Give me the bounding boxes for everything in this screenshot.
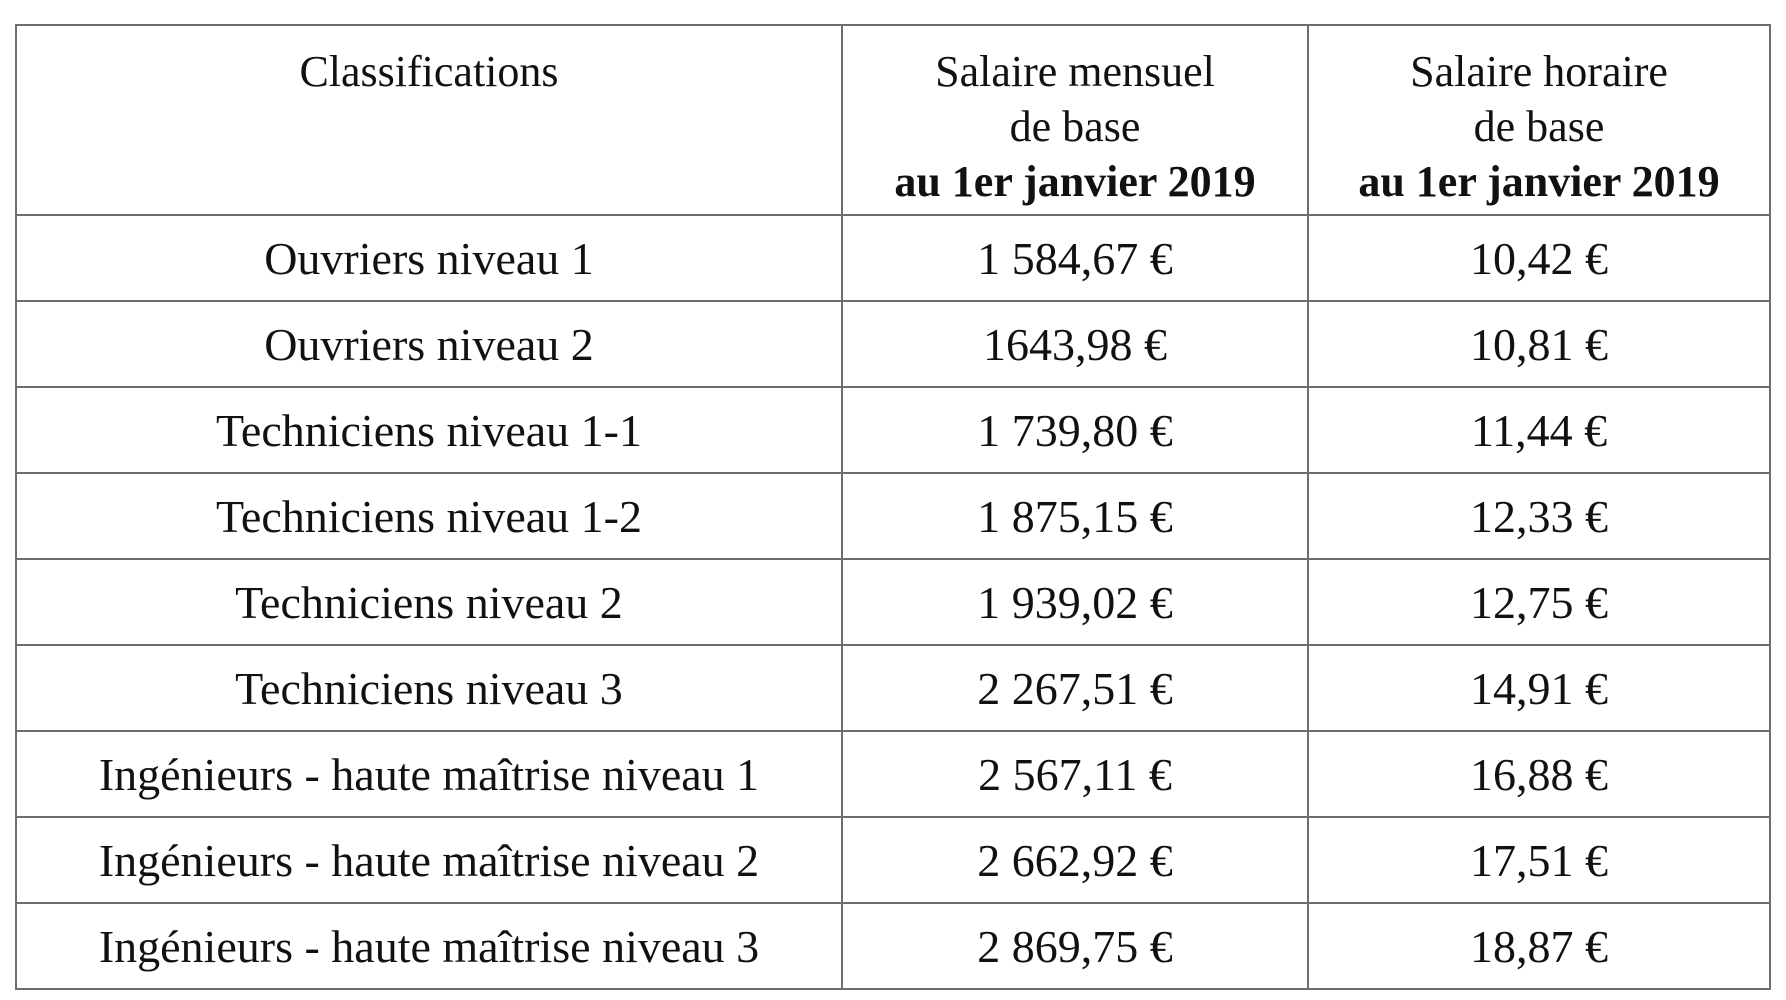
header-classifications bbox=[16, 25, 842, 215]
cell-monthly-salary: 1 739,80 € bbox=[842, 387, 1308, 473]
salary-table bbox=[15, 24, 1771, 990]
table-row bbox=[16, 731, 1770, 817]
header-label: de base bbox=[1009, 102, 1141, 151]
cell-hourly-salary: 11,44 € bbox=[1308, 387, 1770, 473]
cell-classification: Ouvriers niveau 1 bbox=[16, 215, 842, 301]
cell-monthly-salary: 1 584,67 € bbox=[842, 215, 1308, 301]
cell-classification: Techniciens niveau 2 bbox=[16, 559, 842, 645]
header-label: Salaire mensuel bbox=[935, 47, 1215, 96]
cell-monthly-salary: 2 869,75 € bbox=[842, 903, 1308, 989]
cell-monthly-salary: 2 662,92 € bbox=[842, 817, 1308, 903]
cell-classification: Techniciens niveau 3 bbox=[16, 645, 842, 731]
header-label: Salaire horaire bbox=[1410, 47, 1668, 96]
table-row bbox=[16, 387, 1770, 473]
cell-monthly-salary: 2 267,51 € bbox=[842, 645, 1308, 731]
cell-hourly-salary: 14,91 € bbox=[1308, 645, 1770, 731]
cell-hourly-salary: 12,33 € bbox=[1308, 473, 1770, 559]
header-row bbox=[16, 25, 1770, 215]
header-label: de base bbox=[1473, 102, 1605, 151]
table-row bbox=[16, 559, 1770, 645]
cell-classification: Techniciens niveau 1-1 bbox=[16, 387, 842, 473]
cell-hourly-salary: 12,75 € bbox=[1308, 559, 1770, 645]
table-row bbox=[16, 473, 1770, 559]
table-body bbox=[16, 215, 1770, 989]
cell-hourly-salary: 17,51 € bbox=[1308, 817, 1770, 903]
cell-monthly-salary: 2 567,11 € bbox=[842, 731, 1308, 817]
cell-classification: Ouvriers niveau 2 bbox=[16, 301, 842, 387]
cell-monthly-salary: 1 939,02 € bbox=[842, 559, 1308, 645]
cell-classification: Ingénieurs - haute maîtrise niveau 3 bbox=[16, 903, 842, 989]
cell-classification: Ingénieurs - haute maîtrise niveau 2 bbox=[16, 817, 842, 903]
header-date-label: au 1er janvier 2019 bbox=[1358, 157, 1720, 206]
cell-classification: Techniciens niveau 1-2 bbox=[16, 473, 842, 559]
header-monthly-salary bbox=[842, 25, 1308, 215]
table-row bbox=[16, 903, 1770, 989]
table-header bbox=[16, 25, 1770, 215]
header-date-label: au 1er janvier 2019 bbox=[894, 157, 1256, 206]
cell-hourly-salary: 10,81 € bbox=[1308, 301, 1770, 387]
header-label: Classifications bbox=[299, 47, 559, 96]
header-hourly-salary bbox=[1308, 25, 1770, 215]
cell-hourly-salary: 16,88 € bbox=[1308, 731, 1770, 817]
cell-classification: Ingénieurs - haute maîtrise niveau 1 bbox=[16, 731, 842, 817]
cell-monthly-salary: 1643,98 € bbox=[842, 301, 1308, 387]
cell-hourly-salary: 18,87 € bbox=[1308, 903, 1770, 989]
cell-monthly-salary: 1 875,15 € bbox=[842, 473, 1308, 559]
cell-hourly-salary: 10,42 € bbox=[1308, 215, 1770, 301]
table-row bbox=[16, 215, 1770, 301]
table-row bbox=[16, 301, 1770, 387]
table-row bbox=[16, 645, 1770, 731]
table-row bbox=[16, 817, 1770, 903]
